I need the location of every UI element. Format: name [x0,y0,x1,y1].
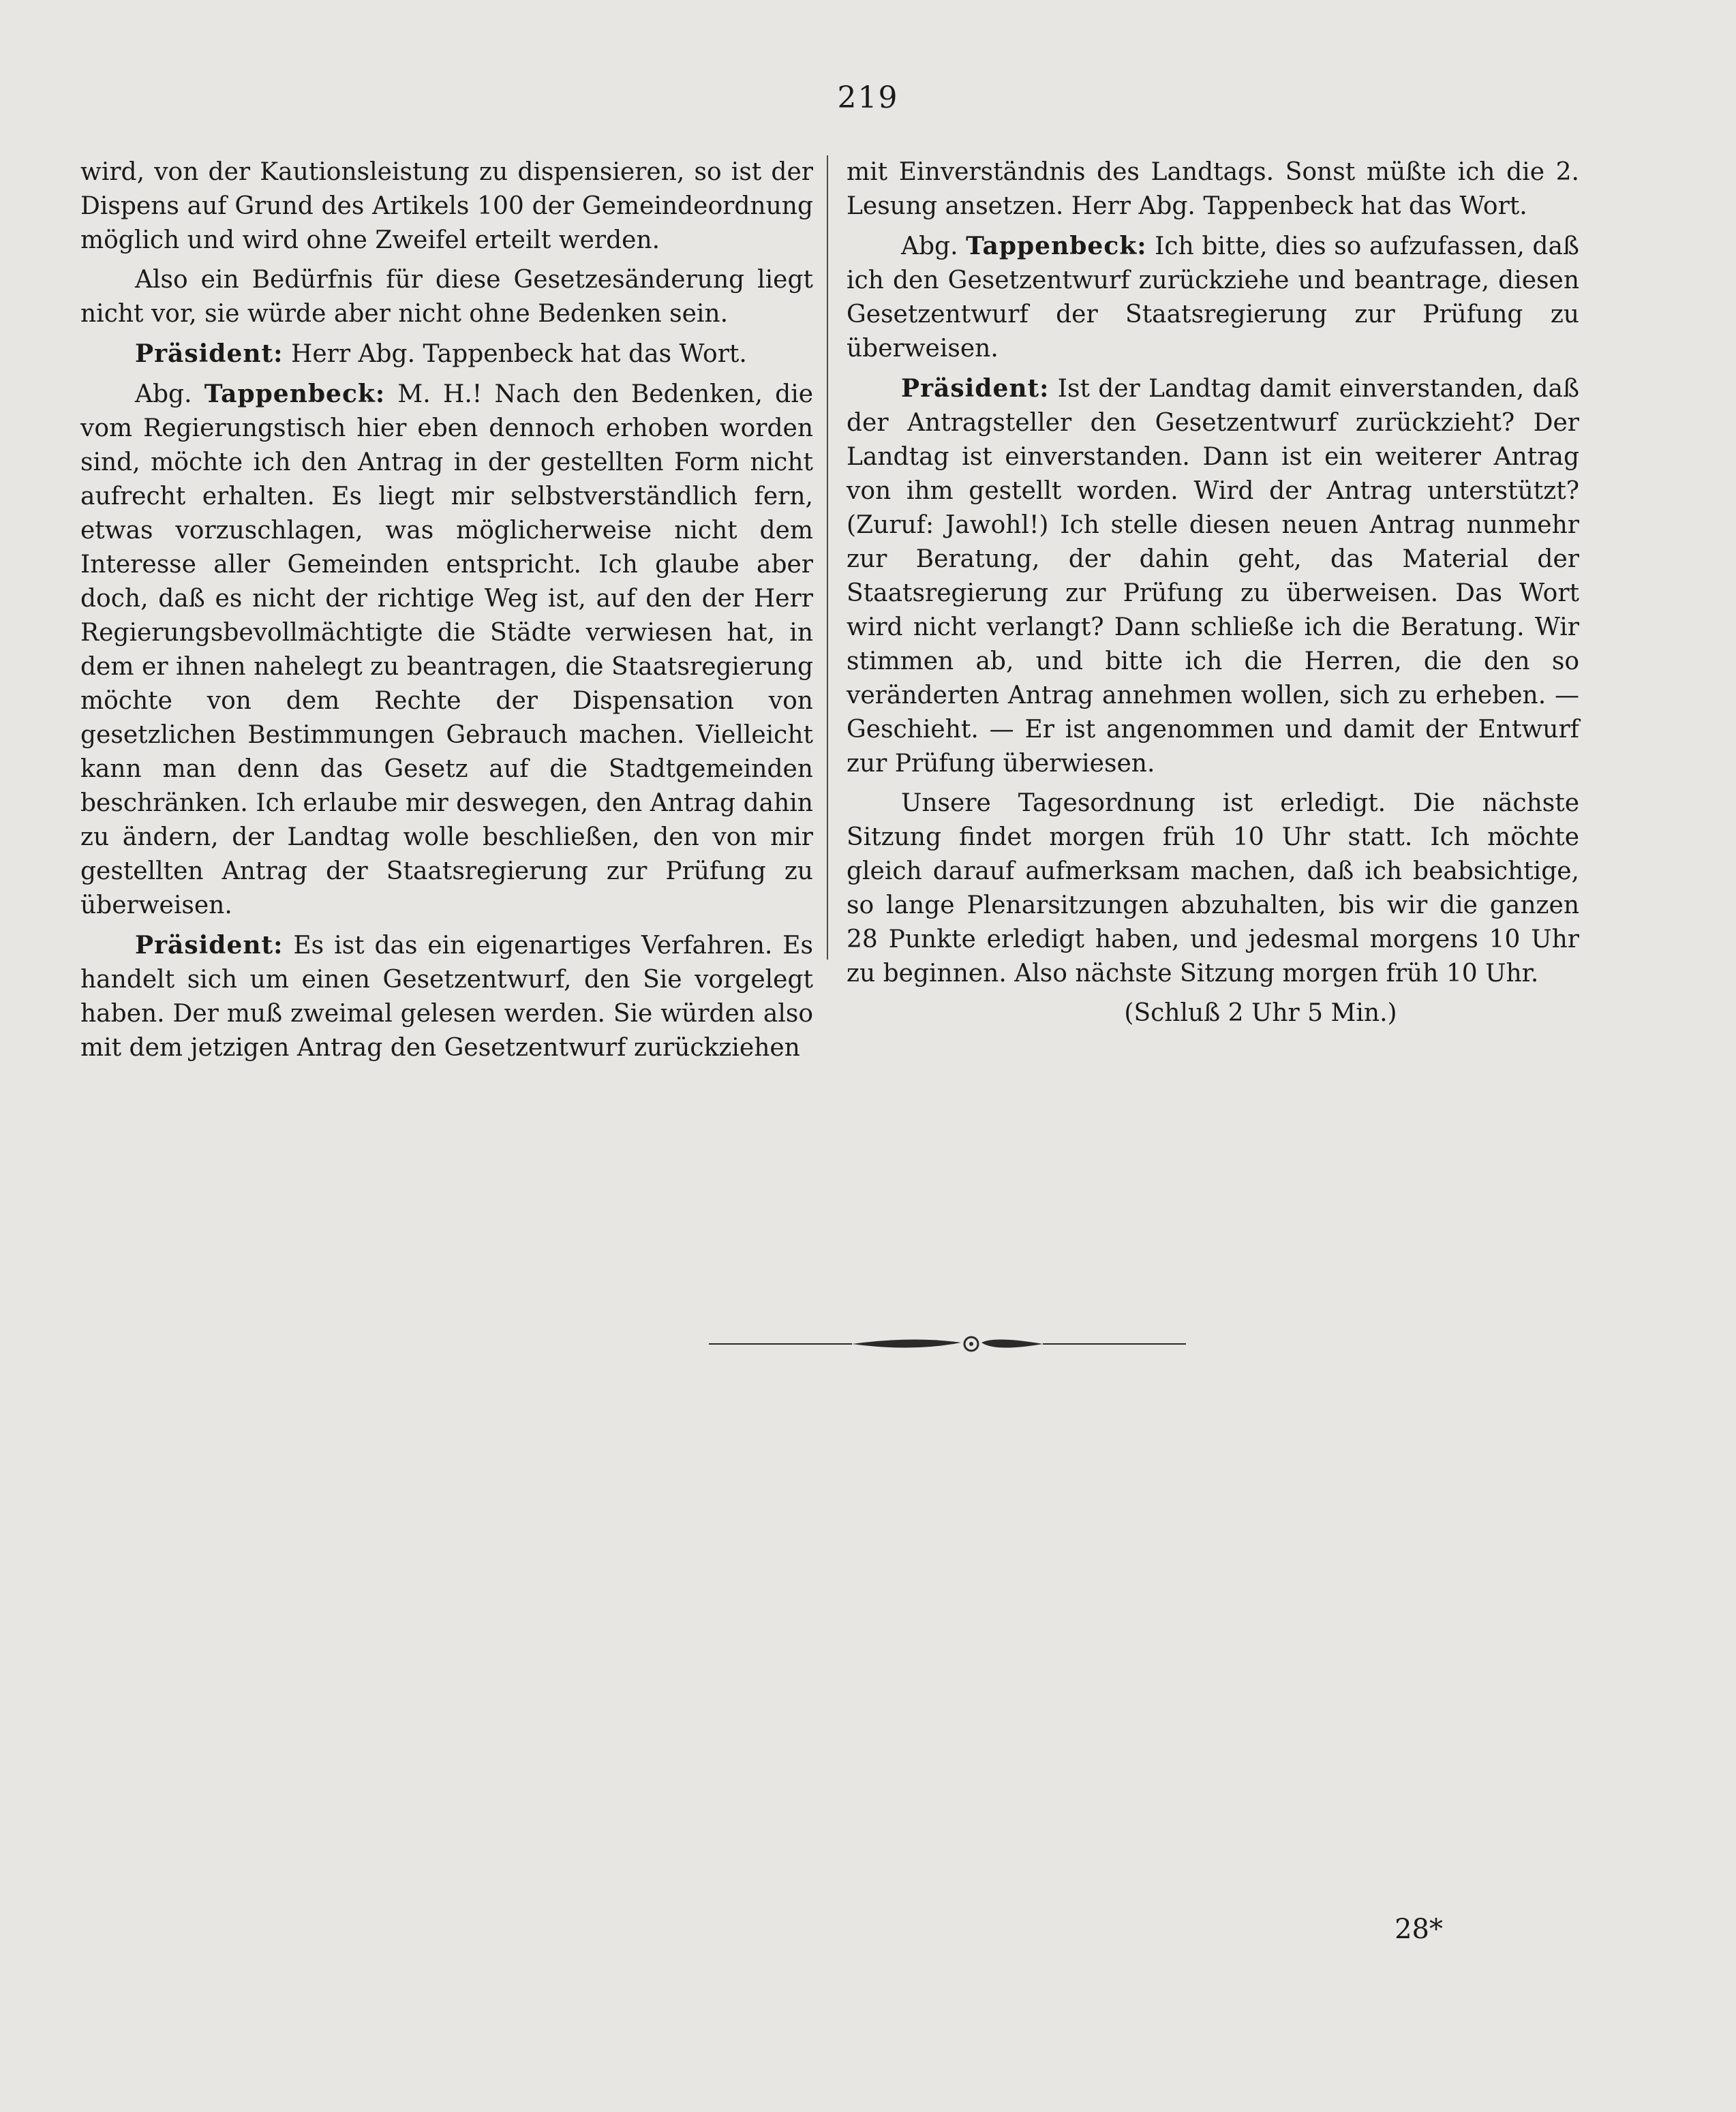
speech-paragraph [80,377,813,923]
body-paragraph [80,155,813,258]
paragraph-text: mit Einverständnis des Landtags. Sonst müßte ich die 2. Lesung ansetzen. Herr Abg. Tappenbeck hat das Wort. [847,158,1579,220]
column-divider [827,155,828,960]
footer-signature-mark: 28* [1395,1914,1443,1945]
paragraph-text: Unsere Tagesordnung ist erledigt. Die nächste Sitzung findet morgen früh 10 Uhr statt. Ich möchte gleich darauf aufmerksam machen, daß ich beabsichtige, so lange Plenarsitzungen abzuhalten, bis wir die ganzen 28 Punkte erledigt haben, und jedesmal morgens 10 Uhr zu beginnen. Also nächste Sitzung morgen früh 10 Uhr. [847,789,1579,988]
speaker-prefix: Abg. [135,380,192,408]
session-closing-note [847,996,1579,1030]
speech-text: Ist der Landtag damit einverstanden, daß der Antragsteller den Gesetzentwurf zurückzieht? Der Landtag ist einverstanden. Dann ist ein weiterer Antrag von ihm gestellt worden. Wird der Antrag unterstützt? (Zuruf: Jawohl!) Ich stelle diesen neuen Antrag nunmehr zur Beratung, der dahin geht, das Material der Staatsregierung zur Prüfung zu überweisen. Das Wort wird nicht verlangt? Dann schließe ich die Beratung. Wir stimmen ab, und bitte ich die Herren, die den so veränderten Antrag annehmen wollen, sich zu erheben. — Geschieht. — Er ist angenommen und damit der Entwurf zur Prüfung überwiesen. [847,375,1579,778]
speaker-name: Präsident: [135,931,284,960]
speaker-name: Präsident: [135,339,284,368]
closing-text: (Schluß 2 Uhr 5 Min.) [1124,999,1397,1027]
speech-text: M. H.! Nach den Bedenken, die vom Regierungstisch hier eben dennoch erhoben worden sind, möchte ich den Antrag in der gestellten Form nicht aufrecht erhalten. Es liegt mir selbstverständlich fern, etwas vorzuschlagen, was möglicherweise nicht dem Interesse aller Gemeinden entspricht. Ich glaube aber doch, daß es nicht der richtige Weg ist, auf den der Herr Regierungsbevollmächtigte die Städte verwiesen hat, in dem er ihnen nahelegt zu beantragen, die Staatsregierung möchte von dem Rechte der Dispensation von gesetzlichen Bestimmungen Gebrauch machen. Vielleicht kann man denn das Gesetz auf die Stadtgemeinden beschränken. Ich erlaube mir deswegen, den Antrag dahin zu ändern, der Landtag wolle beschließen, den von mir gestellten Antrag der Staatsregierung zur Prüfung zu überweisen. [80,380,814,919]
body-paragraph [847,155,1579,224]
paragraph-text: wird, von der Kautionsleistung zu dispensieren, so ist der Dispens auf Grund des Artikels 100 der Gemeindeordnung möglich und wird ohne Zweifel erteilt werden. [80,158,813,254]
speech-paragraph [80,928,813,1065]
column-right [847,155,1579,1036]
speaker-name: Präsident: [901,374,1050,403]
body-paragraph [80,263,813,331]
speech-text: Herr Abg. Tappenbeck hat das Wort. [290,340,747,368]
paragraph-text: Also ein Bedürfnis für diese Gesetzesänderung liegt nicht vor, sie würde aber nicht ohne Bedenken sein. [80,266,813,328]
ornament-divider [709,1330,1186,1358]
speech-paragraph [847,371,1579,781]
body-paragraph [847,786,1579,991]
column-left [80,155,813,1071]
speech-text: Ich bitte, dies so aufzufassen, daß ich den Gesetzentwurf zurückziehe und beantrage, diesen Gesetzentwurf der Staatsregierung zur Prüfung zu überweisen. [847,232,1579,363]
speaker-prefix: Abg. [901,232,958,260]
speech-paragraph [80,337,813,371]
speech-text: Es ist das ein eigenartiges Verfahren. Es handelt sich um einen Gesetzentwurf, den Sie vorgelegt haben. Der muß zweimal gelesen werden. Sie würden also mit dem jetzigen Antrag den Gesetzentwurf zurückziehen [80,932,813,1062]
speaker-name: Tappenbeck: [966,232,1147,260]
speaker-name: Tappenbeck: [204,380,386,408]
page-number: 219 [837,80,899,115]
speech-paragraph [847,229,1579,366]
